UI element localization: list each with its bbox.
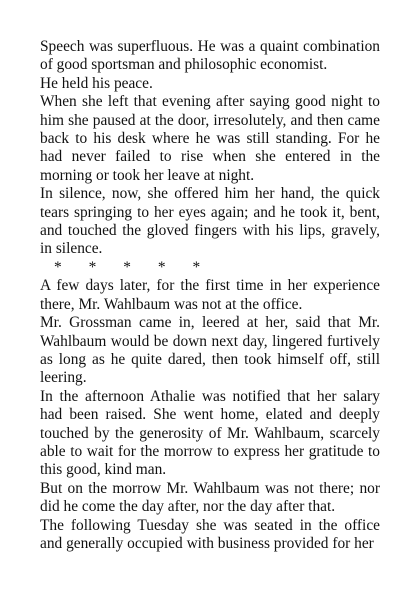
paragraph: When she left that evening after saying good night to him she paused at the door, irresolutely, and then came back to his desk where he was still standing. For he had never failed to rise when she entered in the morning or took her leave at night. [40,93,380,184]
paragraph: But on the morrow Mr. Wahlbaum was not there; nor did he come the day after, nor the day after that. [40,479,380,516]
paragraph: He held his peace. [40,74,153,92]
paragraph: The following Tuesday she was seated in the office and generally occupied with business provided for her [40,516,380,552]
paragraph: Speech was superfluous. He was a quaint combination of good sportsman and philosophic economist. [40,38,380,74]
document-page [40,38,380,553]
section-separator: * * * * * [54,258,201,276]
paragraph: In the afternoon Athalie was notified that her salary had been raised. She went home, elated and deeply touched by the generosity of Mr. Wahlbaum, scarcely able to wait for the morrow to express her gratitude to this good, kind man. [40,387,380,479]
paragraph: In silence, now, she offered him her hand, the quick tears springing to her eyes again; and he took it, bent, and touched the gloved fingers with his lips, gravely, in silence. [40,185,380,258]
paragraph: Mr. Grossman came in, leered at her, said that Mr. Wahlbaum would be down next day, lingered furtively as long as he quite dared, then took himself off, still leering. [40,314,380,387]
paragraph: A few days later, for the first time in her experience there, Mr. Wahlbaum was not at the office. [40,277,380,313]
